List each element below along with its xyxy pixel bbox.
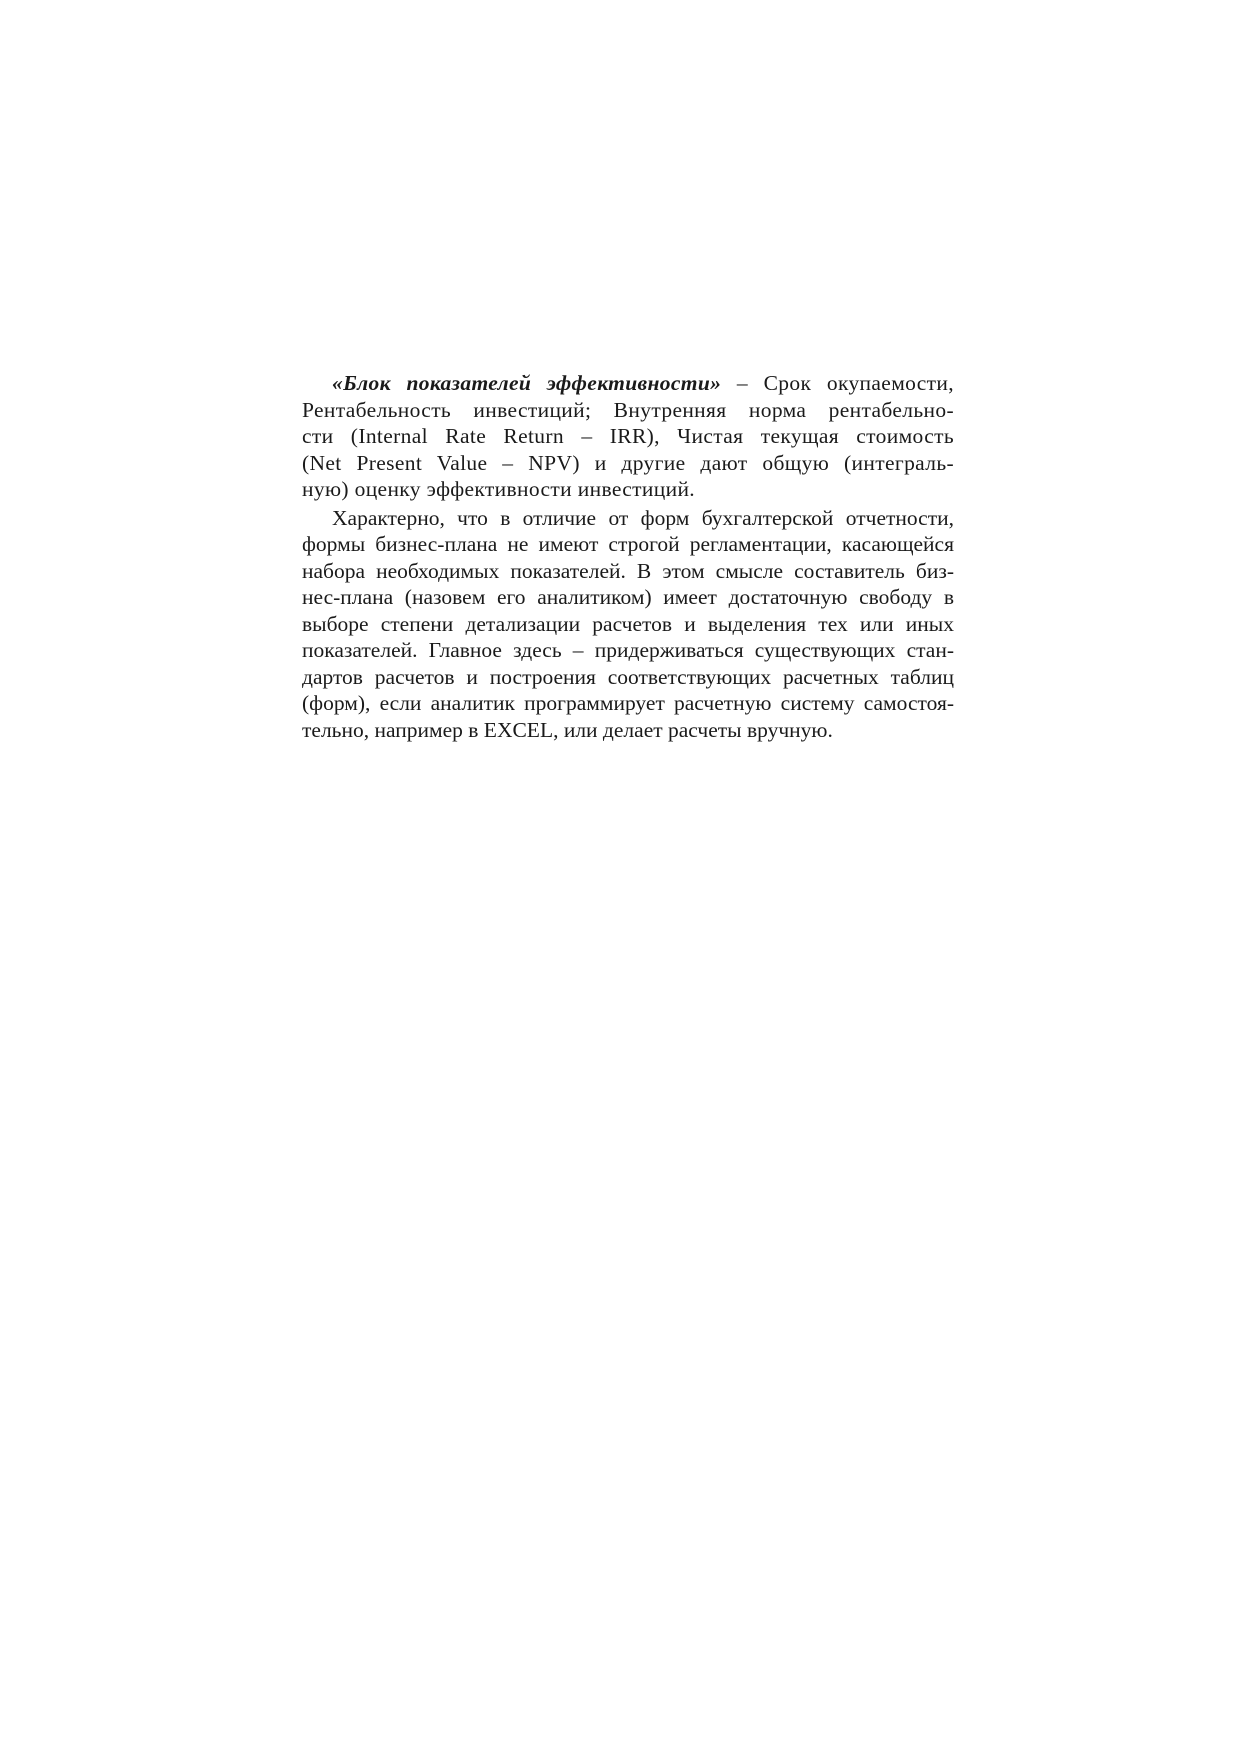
text-line: (Net Present Value – NPV) и другие дают общую (интеграль- (302, 450, 954, 475)
text-line: формы бизнес-плана не имеют строгой регламентации, касающейся (302, 532, 954, 556)
text-line: выборе степени детализации расчетов и выделения тех или иных (302, 611, 954, 636)
text-line: показателей. Главное здесь – придерживаться существующих стан- (302, 638, 954, 662)
text-line: сти (Internal Rate Return – IRR), Чистая текущая стоимость (302, 424, 954, 448)
text-line: тельно, например в EXCEL, или делает расчеты вручную. (302, 717, 833, 742)
term-heading: «Блок показателей эффективности» (332, 371, 722, 395)
paragraph-business-plan-forms (302, 505, 954, 744)
text-fragment: – Срок окупаемости, (721, 371, 955, 395)
body-text (302, 370, 954, 743)
text-line: дартов расчетов и построения соответствующих расчетных таблиц (302, 664, 954, 689)
text-line: Характерно, что в отличие от форм бухгалтерской отчетности, (332, 505, 954, 530)
text-line: (форм), если аналитик программирует расчетную систему самостоя- (302, 691, 954, 715)
text-line: ную) оценку эффективности инвестиций. (302, 477, 696, 501)
text-line: набора необходимых показателей. В этом смысле составитель биз- (302, 558, 954, 583)
text-line (302, 370, 954, 397)
paragraph-efficiency-indicators (302, 370, 954, 503)
text-line: Рентабельность инвестиций; Внутренняя норма рентабельно- (302, 397, 954, 422)
text-line: нес-плана (назовем его аналитиком) имеет достаточную свободу в (302, 585, 954, 609)
